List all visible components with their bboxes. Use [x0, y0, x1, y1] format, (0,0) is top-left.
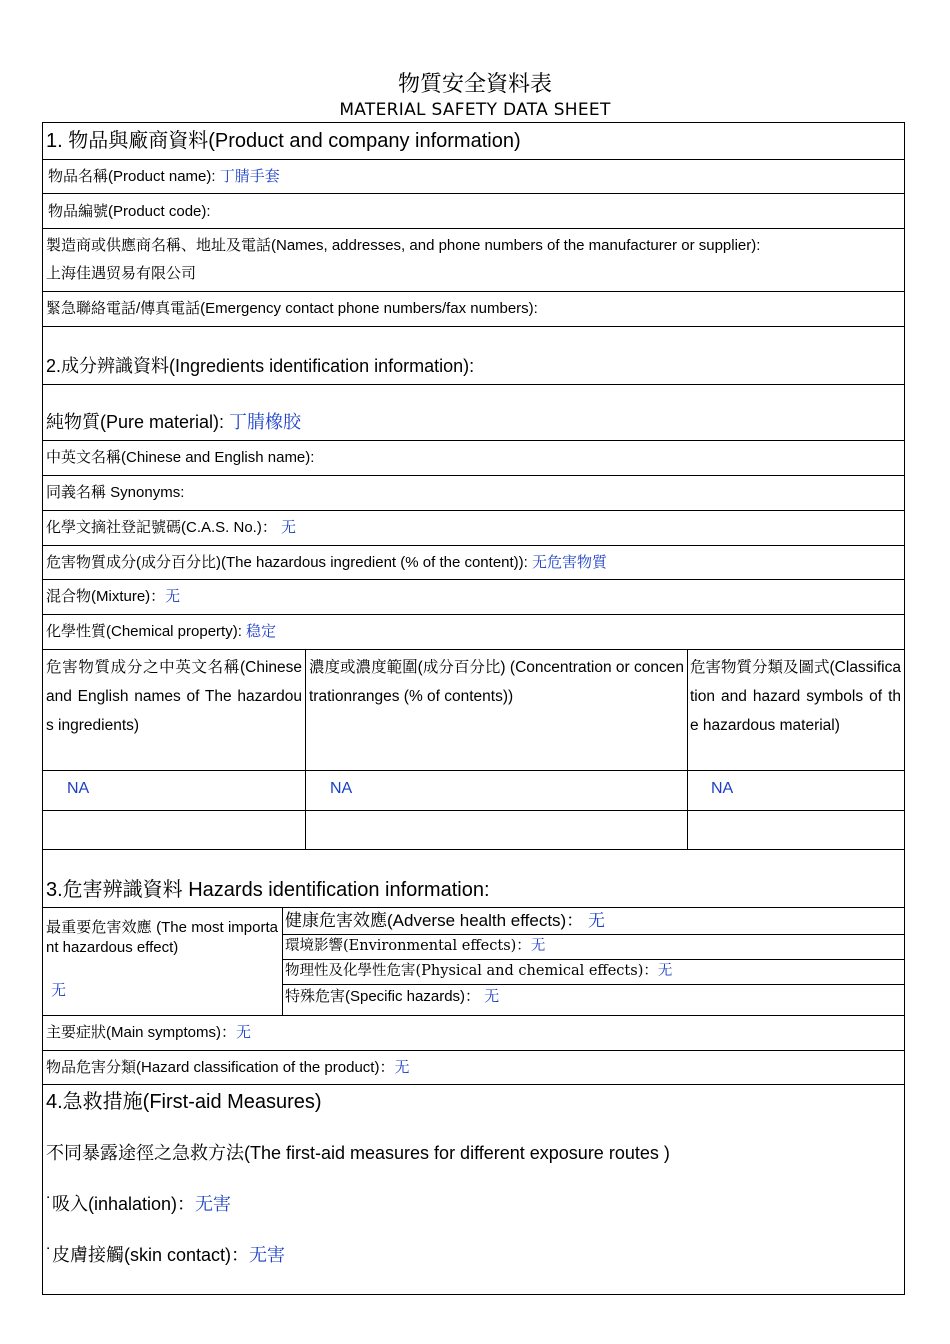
- main-symptoms-row: [46, 1023, 251, 1043]
- inhalation-row: [46, 1192, 231, 1216]
- row-divider: [43, 579, 904, 580]
- product-name-label: 物品名稱(Product name):: [48, 168, 220, 185]
- mixture-row: [46, 587, 180, 607]
- ingredient-name-header: 危害物質成分之中英文名稱(Chinese and English names of The hazardous ingredients): [46, 659, 302, 734]
- environmental-effects-value: 无: [530, 938, 546, 954]
- physical-chemical-effects-row: [285, 961, 672, 981]
- skin-contact-row: [46, 1243, 285, 1267]
- msds-table: [42, 122, 905, 1295]
- product-name-row: [48, 167, 280, 187]
- row-divider: [43, 326, 904, 327]
- sub-row-divider: [282, 934, 904, 935]
- row-divider: [43, 770, 904, 771]
- row-divider: [43, 545, 904, 546]
- cas-value: 无: [281, 519, 297, 536]
- sub-row-divider: [282, 959, 904, 960]
- row-divider: [43, 1015, 904, 1016]
- chinese-english-name-label: 中英文名稱(Chinese and English name):: [46, 449, 315, 466]
- inhalation-value: 无害: [195, 1194, 232, 1214]
- concentration-header: 濃度或濃度範圍(成分百分比) (Concentration or concentrationranges (% of contents)): [309, 659, 684, 705]
- exposure-routes-label: 不同暴露途徑之急救方法(The first-aid measures for different exposure routes ): [46, 1143, 670, 1163]
- specific-hazards-value: 无: [484, 988, 500, 1005]
- row-divider: [43, 849, 904, 850]
- row-divider: [43, 810, 904, 811]
- document-title-english: MATERIAL SAFETY DATA SHEET: [339, 100, 611, 120]
- product-code-label: 物品編號(Product code):: [48, 203, 211, 220]
- section4-heading: 4.急救措施(First-aid Measures): [46, 1091, 322, 1113]
- classification-cell: NA: [711, 780, 734, 797]
- inhalation-label: ˙吸入(inhalation)：: [46, 1194, 196, 1214]
- section3-heading: 3.危害辨識資料 Hazards identification information:: [46, 879, 490, 901]
- important-effect-label: 最重要危害效應 (The most important hazardous effect): [46, 919, 278, 956]
- specific-hazards-row: [285, 987, 499, 1007]
- row-divider: [43, 291, 904, 292]
- section2-heading: 2.成分辨識資料(Ingredients identification information):: [46, 356, 475, 376]
- row-divider: [43, 475, 904, 476]
- physical-chemical-effects-value: 无: [657, 963, 673, 979]
- pure-material-value: 丁腈橡胶: [229, 412, 302, 432]
- column-divider: [687, 649, 688, 850]
- row-divider: [43, 440, 904, 441]
- specific-hazards-label: 特殊危害(Specific hazards)：: [285, 988, 485, 1005]
- chemical-property-row: [46, 622, 276, 642]
- product-name-value: 丁腈手套: [219, 168, 280, 185]
- cas-row: [46, 518, 296, 538]
- classification-header: 危害物質分類及圖式(Classification and hazard symbols of the hazardous material): [690, 659, 901, 734]
- health-effects-value: 无: [587, 911, 605, 930]
- pure-material-row: [46, 410, 301, 434]
- health-effects-label: 健康危害效應(Adverse health effects)：: [285, 911, 588, 930]
- column-divider: [305, 649, 306, 850]
- cas-label: 化學文摘社登記號碼(C.A.S. No.)：: [46, 519, 282, 536]
- physical-chemical-effects-label: 物理性及化學性危害(Physical and chemical effects)：: [285, 963, 658, 979]
- pure-material-label: 純物質(Pure material):: [46, 412, 230, 432]
- chemical-property-label: 化學性質(Chemical property):: [46, 623, 247, 640]
- hazardous-ingredient-label: 危害物質成分(成分百分比)(The hazardous ingredient (% of the content)):: [46, 554, 532, 571]
- skin-contact-label: ˙皮膚接觸(skin contact)：: [46, 1245, 250, 1265]
- synonyms-label: 同義名稱 Synonyms:: [46, 484, 185, 501]
- sub-row-divider: [282, 984, 904, 985]
- row-divider: [43, 1084, 904, 1085]
- row-divider: [43, 1050, 904, 1051]
- skin-contact-value: 无害: [249, 1245, 286, 1265]
- row-divider: [43, 907, 904, 908]
- row-divider: [43, 193, 904, 194]
- emergency-contact-label: 緊急聯絡電話/傳真電話(Emergency contact phone numbers/fax numbers):: [46, 300, 538, 317]
- environmental-effects-label: 環境影響(Environmental effects)：: [285, 938, 531, 954]
- hazardous-ingredient-value: 无危害物質: [532, 554, 608, 571]
- column-divider: [282, 907, 283, 1015]
- row-divider: [43, 384, 904, 385]
- document-title-chinese: 物質安全資料表: [397, 72, 552, 97]
- important-effect-value: 无: [51, 982, 67, 999]
- hazard-classification-value: 无: [394, 1059, 410, 1076]
- manufacturer-label: 製造商或供應商名稱、地址及電話(Names, addresses, and phone numbers of the manufacturer or supplier):: [46, 237, 761, 254]
- row-divider: [43, 649, 904, 650]
- row-divider: [43, 159, 904, 160]
- manufacturer-value: 上海佳遇贸易有限公司: [46, 265, 197, 282]
- concentration-cell: NA: [330, 780, 353, 797]
- row-divider: [43, 228, 904, 229]
- section1-heading: 1. 物品與廠商資料(Product and company information): [46, 130, 521, 152]
- row-divider: [43, 614, 904, 615]
- hazard-classification-row: [46, 1058, 409, 1078]
- hazardous-ingredient-row: [46, 553, 607, 573]
- environmental-effects-row: [285, 936, 545, 956]
- hazard-classification-label: 物品危害分類(Hazard classification of the product)：: [46, 1059, 395, 1076]
- main-symptoms-value: 无: [236, 1024, 252, 1041]
- main-symptoms-label: 主要症狀(Main symptoms)：: [46, 1024, 237, 1041]
- mixture-value: 无: [165, 588, 181, 605]
- row-divider: [43, 510, 904, 511]
- chemical-property-value: 稳定: [246, 623, 277, 640]
- health-effects-row: [285, 909, 605, 933]
- mixture-label: 混合物(Mixture)：: [46, 588, 166, 605]
- ingredient-name-cell: NA: [67, 780, 90, 797]
